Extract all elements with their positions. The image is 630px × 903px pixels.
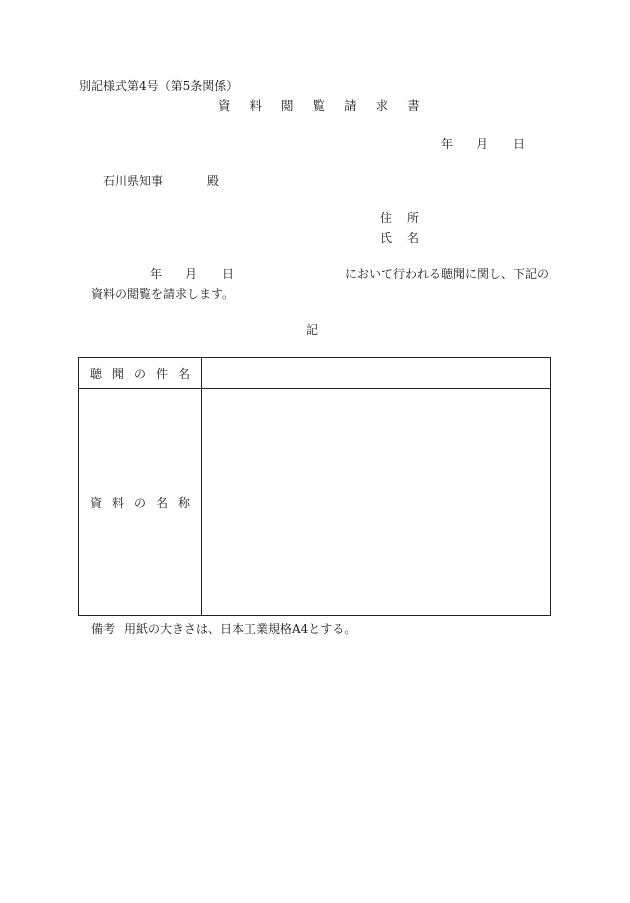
document-title bbox=[218, 100, 439, 113]
recipient-governor: 石川県知事 bbox=[103, 174, 164, 188]
title-char: 覧 bbox=[312, 98, 326, 113]
request-table bbox=[78, 357, 551, 616]
label-char: の bbox=[133, 366, 146, 381]
ki-heading: 記 bbox=[306, 323, 319, 337]
hearing-text: において行われる聴聞に関し、下記の bbox=[345, 267, 550, 281]
applicant-name-label bbox=[380, 232, 419, 244]
label-char: 名 bbox=[178, 366, 191, 381]
label-char: 件 bbox=[156, 366, 169, 381]
form-reference: 別記様式第4号（第5条関係） bbox=[79, 79, 239, 93]
material-name-field[interactable] bbox=[202, 389, 551, 616]
name-char: 氏 bbox=[380, 231, 393, 245]
hearing-year-label: 年 bbox=[150, 267, 163, 281]
title-char: 閲 bbox=[281, 98, 294, 113]
label-char: 聴 bbox=[89, 366, 102, 381]
hearing-statement bbox=[150, 268, 549, 280]
table-row bbox=[79, 358, 551, 389]
date-month-label: 月 bbox=[476, 137, 489, 151]
applicant-address-label bbox=[380, 212, 419, 224]
name-char: 名 bbox=[407, 231, 420, 245]
remarks-label: 備考 bbox=[91, 622, 116, 636]
recipient bbox=[103, 175, 219, 187]
request-statement: 資料の閲覧を請求します。 bbox=[91, 287, 235, 301]
date-year-label: 年 bbox=[441, 137, 454, 151]
title-char: 求 bbox=[375, 98, 389, 113]
recipient-honorific: 殿 bbox=[207, 174, 220, 188]
label-char: の bbox=[133, 495, 146, 510]
hearing-case-name-field[interactable] bbox=[202, 358, 551, 389]
title-char: 書 bbox=[407, 98, 420, 113]
request-date bbox=[441, 138, 525, 150]
remarks-text: 用紙の大きさは、日本工業規格A4とする。 bbox=[124, 622, 357, 636]
label-char: 名 bbox=[156, 495, 169, 510]
title-char: 請 bbox=[344, 98, 357, 113]
title-char: 資 bbox=[218, 98, 231, 113]
date-day-label: 日 bbox=[513, 137, 526, 151]
remarks bbox=[91, 623, 356, 635]
label-char: 資 bbox=[89, 495, 102, 510]
material-name-label bbox=[79, 389, 202, 616]
title-char: 料 bbox=[249, 98, 263, 113]
hearing-case-name-label bbox=[79, 358, 202, 389]
label-char: 称 bbox=[178, 495, 191, 510]
label-char: 聞 bbox=[111, 366, 124, 381]
table-row bbox=[79, 389, 551, 616]
hearing-day-label: 日 bbox=[222, 267, 235, 281]
label-char: 料 bbox=[111, 495, 124, 510]
hearing-month-label: 月 bbox=[185, 267, 198, 281]
address-char: 住 bbox=[380, 211, 393, 225]
address-char: 所 bbox=[407, 211, 420, 225]
